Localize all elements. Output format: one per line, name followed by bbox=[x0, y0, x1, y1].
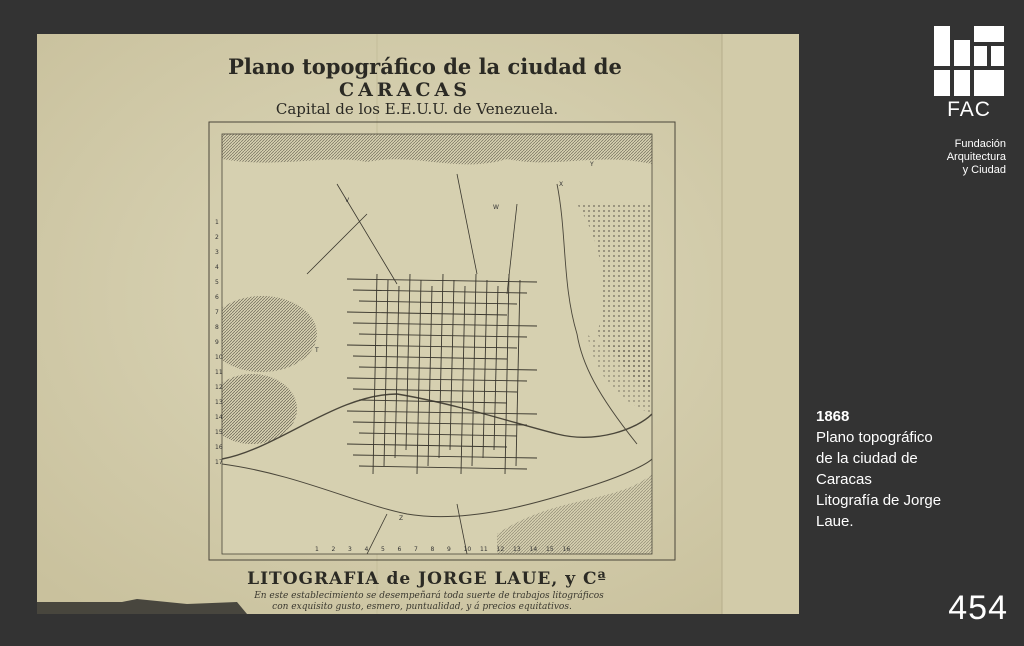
map-letter-z: Z bbox=[399, 515, 404, 522]
left-tick-label: 13 bbox=[215, 399, 223, 406]
left-tick-label: 5 bbox=[215, 279, 219, 286]
map-drawing bbox=[37, 34, 799, 614]
fac-logo-abbr: FAC bbox=[947, 98, 991, 121]
historic-map-image bbox=[37, 34, 799, 614]
map-title-line3: Capital de los E.E.U.U. de Venezuela. bbox=[275, 100, 559, 118]
logo-name-line1: Fundación bbox=[954, 138, 1006, 150]
bottom-tick-label: 6 bbox=[397, 546, 402, 553]
left-tick-label: 12 bbox=[215, 384, 223, 391]
bottom-tick-label: 8 bbox=[430, 546, 435, 553]
left-tick-label: 7 bbox=[215, 309, 219, 316]
caption-line: Plano topográfico bbox=[816, 429, 933, 446]
bottom-tick-label: 1 bbox=[315, 546, 319, 553]
left-tick-label: 4 bbox=[215, 264, 219, 271]
bottom-tick-label: 13 bbox=[513, 546, 521, 553]
bottom-tick-label: 9 bbox=[447, 546, 451, 553]
bottom-tick-label: 4 bbox=[364, 546, 369, 553]
left-tick-label: 6 bbox=[215, 294, 219, 301]
bottom-tick-label: 10 bbox=[463, 546, 472, 553]
bottom-tick-label: 14 bbox=[529, 546, 538, 553]
caption bbox=[816, 406, 1006, 532]
left-tick-label: 2 bbox=[215, 234, 219, 241]
caption-line: Litografía de Jorge bbox=[816, 492, 942, 509]
fac-logo bbox=[934, 26, 1004, 122]
fac-logo-mark-icon bbox=[934, 26, 1004, 96]
left-tick-label: 10 bbox=[215, 354, 223, 361]
map-title-line2: CARACAS bbox=[339, 79, 471, 101]
left-tick-label: 11 bbox=[215, 369, 223, 376]
fac-logo-name bbox=[886, 138, 1006, 177]
bottom-tick-label: 7 bbox=[414, 546, 418, 553]
left-tick-label: 9 bbox=[215, 339, 219, 346]
page-number: 454 bbox=[948, 589, 1008, 627]
caption-line: Caracas bbox=[816, 471, 872, 488]
logo-name-line2: Arquitectura bbox=[946, 151, 1006, 163]
map-letter-t: T bbox=[315, 347, 319, 354]
logo-name-line3: y Ciudad bbox=[962, 164, 1006, 176]
bottom-tick-label: 3 bbox=[348, 546, 352, 553]
caption-line: Laue. bbox=[816, 513, 854, 530]
left-tick-label: 16 bbox=[215, 444, 223, 451]
map-title-line1: Plano topográfico de la ciudad de bbox=[228, 54, 622, 79]
map-note-line1: En este establecimiento se desempeñará toda suerte de trabajos litográficos bbox=[254, 591, 604, 601]
left-tick-label: 15 bbox=[215, 429, 223, 436]
map-note-line2: con exquisito gusto, esmero, puntualidad, y á precios equitativos. bbox=[272, 602, 572, 612]
left-tick-label: 14 bbox=[215, 414, 223, 421]
caption-year: 1868 bbox=[816, 408, 850, 425]
left-tick-label: 3 bbox=[215, 249, 219, 256]
left-tick-label: 8 bbox=[215, 324, 219, 331]
caption-line: de la ciudad de bbox=[816, 450, 918, 467]
bottom-tick-label: 12 bbox=[496, 546, 505, 553]
bottom-tick-label: 2 bbox=[331, 546, 336, 553]
map-letter-w: W bbox=[493, 204, 499, 211]
bottom-tick-label: 16 bbox=[562, 546, 571, 553]
map-letter-y: Y bbox=[590, 161, 594, 168]
bottom-tick-label: 15 bbox=[546, 546, 554, 553]
map-letter-v: V bbox=[345, 197, 350, 204]
map-letter-x: X bbox=[559, 181, 564, 188]
map-lithographer: LITOGRAFIA de JORGE LAUE, y Cª bbox=[247, 569, 607, 589]
left-tick-label: 1 bbox=[215, 219, 219, 226]
bottom-tick-label: 5 bbox=[381, 546, 385, 553]
left-tick-label: 17 bbox=[215, 459, 223, 466]
bottom-tick-label: 11 bbox=[480, 546, 488, 553]
